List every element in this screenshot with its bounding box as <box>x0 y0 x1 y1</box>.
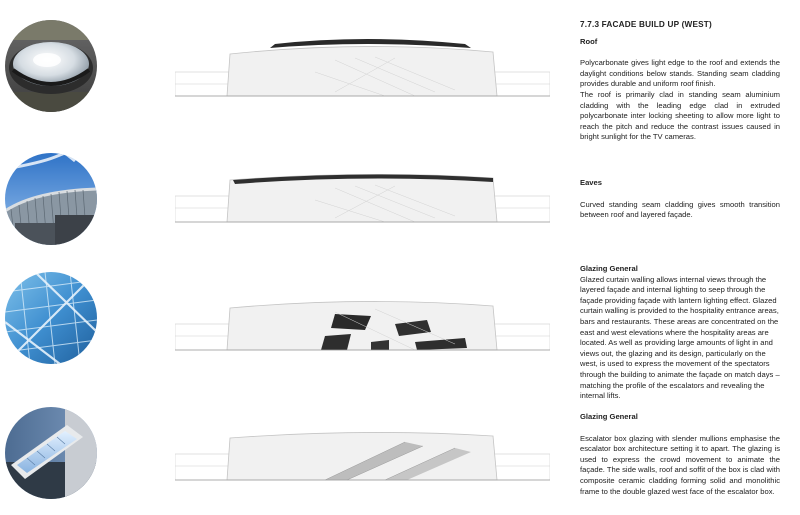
escalator-box-glazing-photo-icon <box>5 407 97 499</box>
stadium-roof-photo <box>5 20 97 112</box>
elevation-glazing-highlight <box>175 284 550 364</box>
elevation-roof-highlight <box>175 32 550 112</box>
roof-paragraph-1: Polycarbonate gives light edge to the roof and extends the daylight conditions below stands. Standing seam cladding provides durable and uniform roof finish. <box>580 58 780 89</box>
escalator-paragraph: Escalator box glazing with slender mullions emphasise the escalator box architecture setting it to apart. The glazing is used to express the crowd movement to animate the façade. The side walls, roof and soffit of the box is clad with composite ceramic cladding forming solid and monolithic frame to the double glazed west face of the escalator box. <box>580 433 780 496</box>
escalator-text-block <box>580 412 780 497</box>
section-title: 7.7.3 FACADE BUILD UP (WEST) <box>580 20 712 29</box>
west-elevation-eaves-drawing-icon <box>175 160 550 240</box>
roof-paragraph-2: The roof is primarily clad in standing seam aluminium cladding with the leading edge clad in extruded polycarbonate inter locking sheeting to allow more light to reach the pitch and reduce the contrast issues caused in bright sunlight for the TV cameras. <box>580 89 780 142</box>
glazed-curtain-wall-photo-icon <box>5 272 97 364</box>
glazing-text-block <box>580 264 780 402</box>
eaves-text-block <box>580 178 780 221</box>
roof-text-block <box>580 20 780 143</box>
eaves-paragraph: Curved standing seam cladding gives smooth transition between roof and layered façade. <box>580 199 780 220</box>
escalator-box-photo <box>5 407 97 499</box>
west-elevation-escalator-drawing-icon <box>175 418 550 498</box>
glazing-heading: Glazing General <box>580 264 638 273</box>
eaves-photo <box>5 153 97 245</box>
roof-heading: Roof <box>580 36 598 46</box>
elevation-escalator-highlight <box>175 418 550 498</box>
west-elevation-glazing-drawing-icon <box>175 284 550 364</box>
glazing-photo <box>5 272 97 364</box>
escalator-heading: Glazing General <box>580 412 638 421</box>
eaves-heading: Eaves <box>580 178 602 187</box>
curved-eaves-cladding-photo-icon <box>5 153 97 245</box>
stadium-roof-aerial-photo-icon <box>5 20 97 112</box>
west-elevation-roof-drawing-icon <box>175 32 550 112</box>
elevation-eaves-highlight <box>175 160 550 240</box>
glazing-paragraph: Glazed curtain walling allows internal views through the layered façade and internal lighting to seep through the façade providing façade with lantern lighting effect. Glazed curtain walling is provided to the hospitality entrance areas, bars and restaurants. These areas are concentrated on the east and west elevations where the hospitality areas are located. As well as providing large amounts of light in and views out, the glazing and its design, particularly on the west, is used to express the movement of the spectators through the building to animate the façade on match days – matching the profile of the escalators and revealing the internal lifts. <box>580 274 780 401</box>
